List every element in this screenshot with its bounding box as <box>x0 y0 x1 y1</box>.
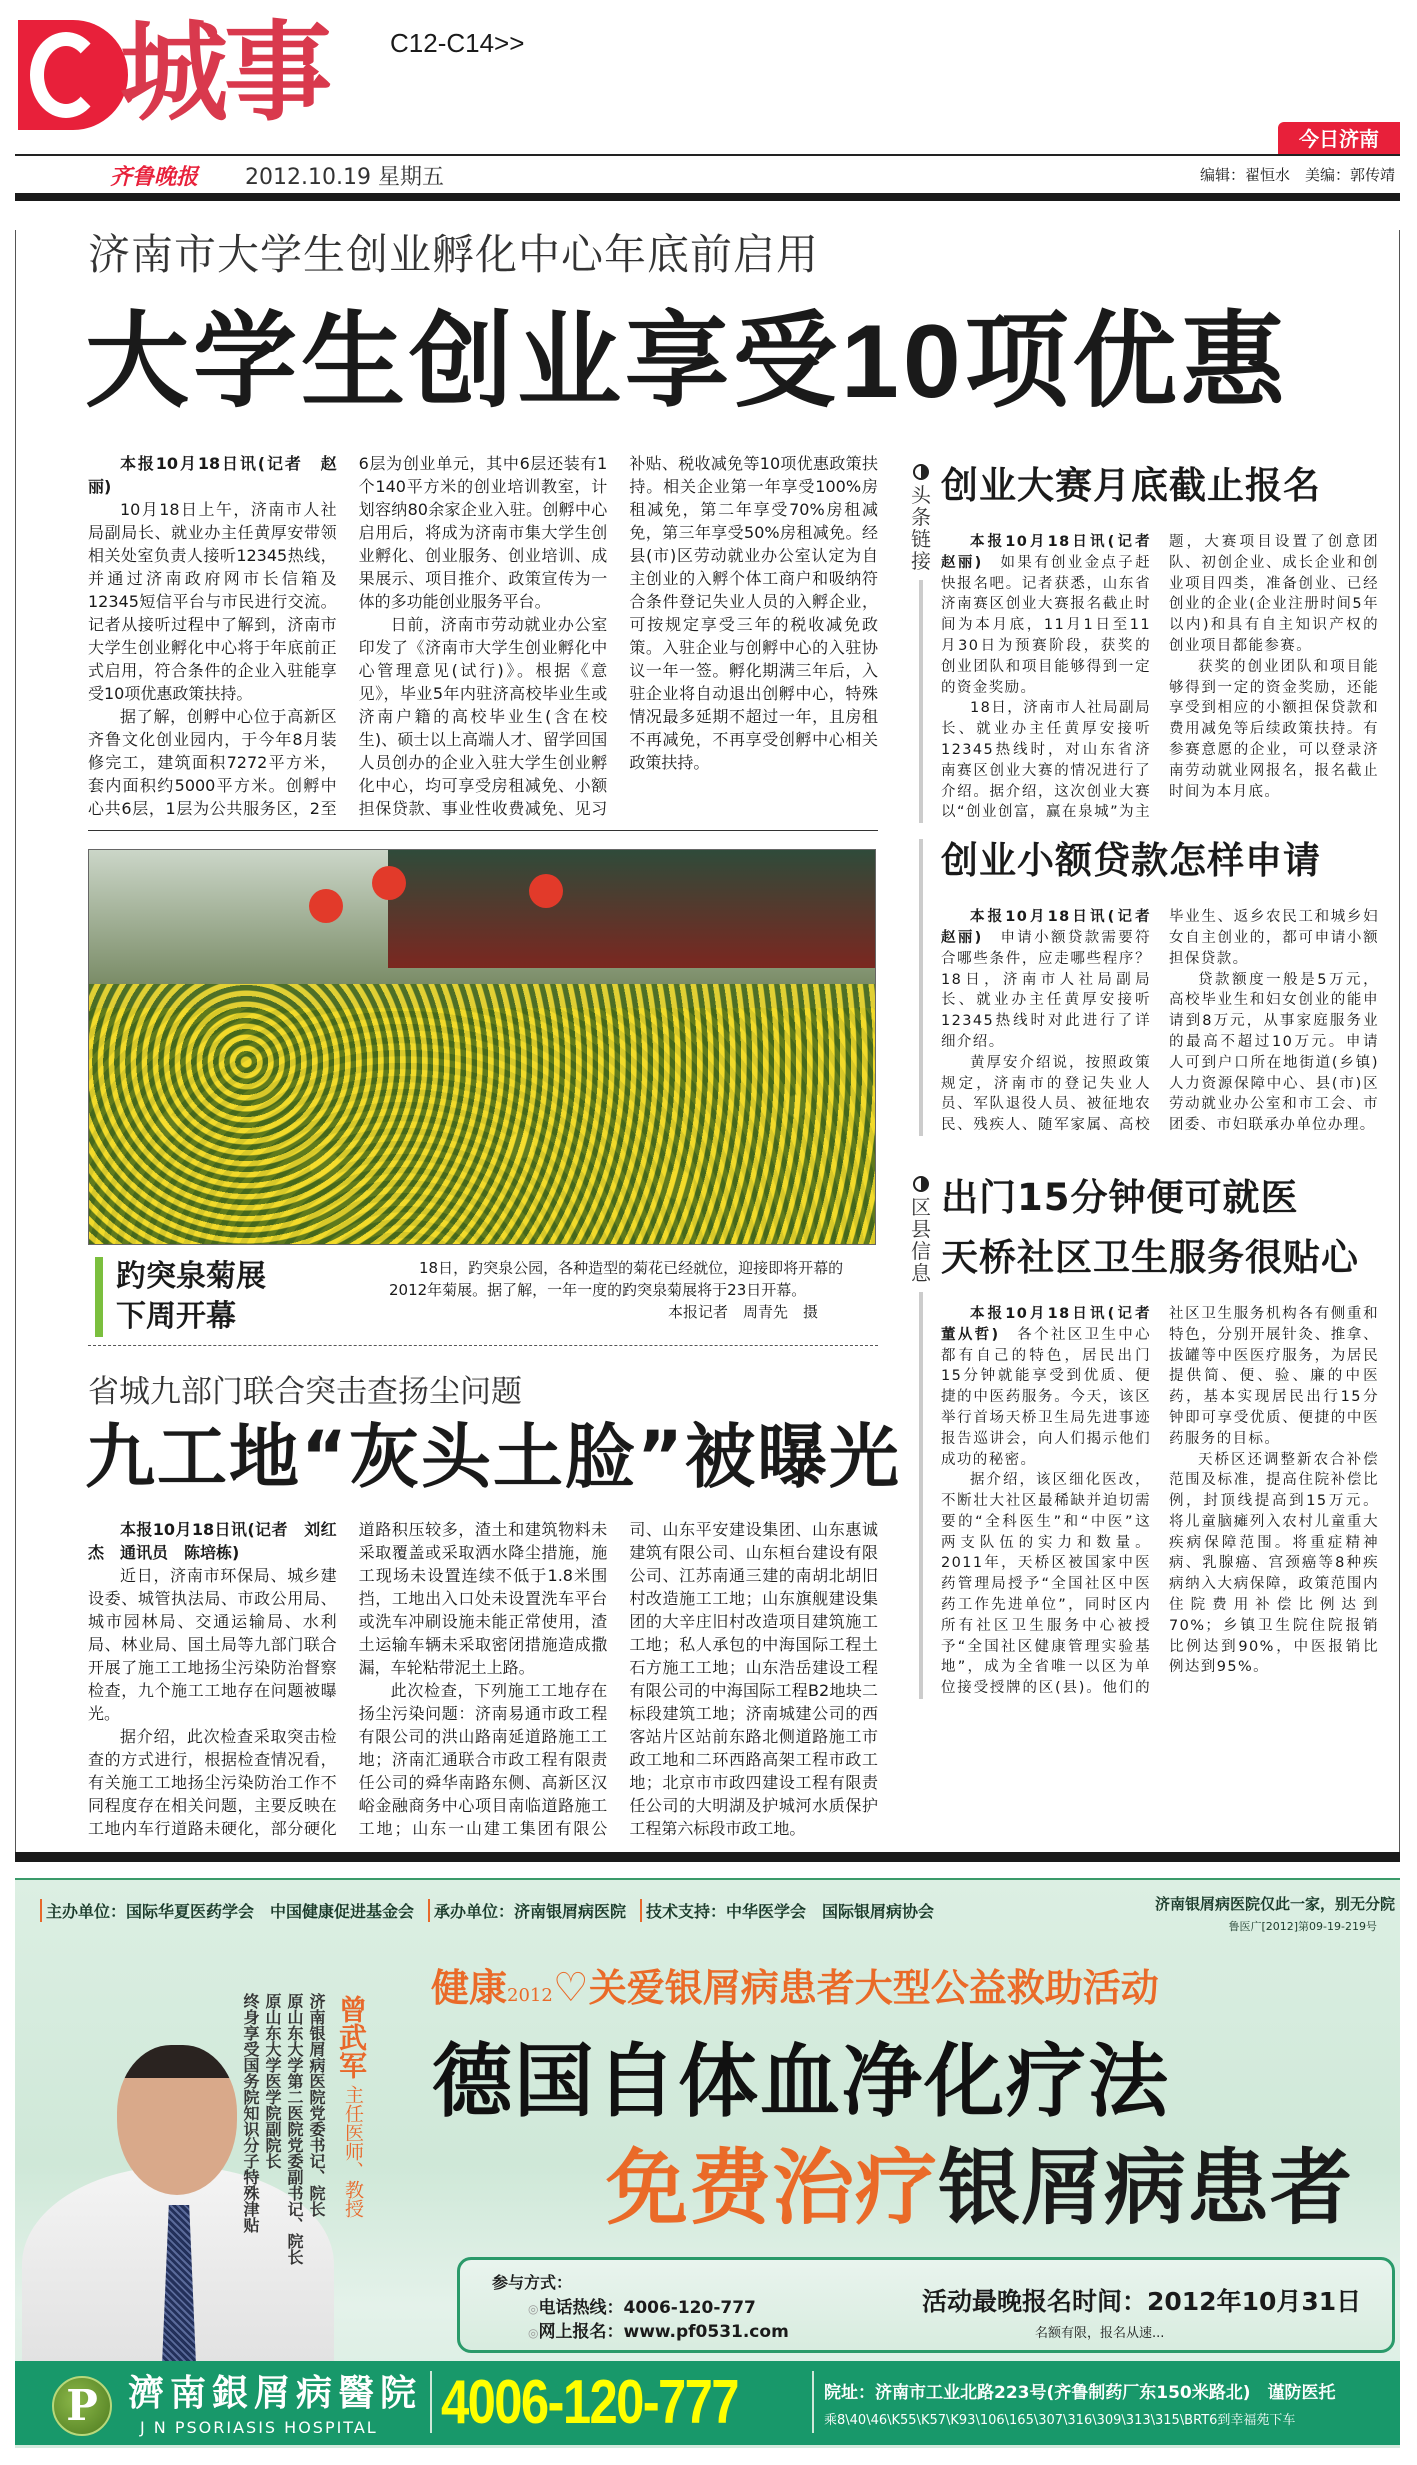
tech-support: 技术支持：中华医学会 国际银屑病协会 <box>640 1899 934 1922</box>
limited-notice: 名额有限，报名从速... <box>1035 2326 1165 2341</box>
hospital-name: 濟南銀屑病醫院 <box>128 2372 423 2414</box>
doctor-name: 曾武军 <box>335 1995 368 2079</box>
bullet-icon: ◎ <box>528 2302 539 2316</box>
signup-deadline: 活动最晚报名时间：2012年10月31日 <box>922 2287 1362 2316</box>
event-title <box>431 1957 1159 2012</box>
lead-kicker: 济南市大学生创业孵化中心年底前启用 <box>88 230 820 279</box>
byline: 本报10月18日讯(记者 董从哲) <box>941 1305 1167 1343</box>
half-circle-icon <box>913 1176 929 1192</box>
free-treatment-headline <box>606 2143 1353 2235</box>
bio-line: 终身享受国务院知识分子特殊津贴 <box>241 1993 260 2233</box>
section-label-headlines <box>909 464 933 572</box>
paragraph: 天桥区还调整新农合补偿范围及标准，提高住院补偿比例，封顶线提高到15万元。将儿童脑瘫列入农村儿童重大疾病保障范围。将重症精神病、乳腺癌、宫颈癌等8种疾病纳入大病保障，政策范围内住院费用补偿比例达到70%；乡镇卫生院住院报销比例达到90%，中医报销比例达到95%。 <box>1169 1451 1379 1676</box>
caption-accent-bar <box>95 1257 103 1337</box>
paragraph: 据了解，创孵中心位于高新区齐鲁文化创业园内，于今年8月装修完工，建筑面积7272平方米，套内面积约5000平方米。创孵中心共6层，1层为公共服务区，2至6层为创业单元，其中6层还装有1个140平方米的创业培训教室，计划容纳80余家企业入驻。创孵中心启用后，将成为济南市集大学生创业孵化、创业服务、创业培训、成果展示、项目推介、政策宣传为一体的多功能创业服务平台。 <box>88 454 608 818</box>
sidebar-label-column <box>901 464 941 823</box>
sidebar-rule <box>919 580 923 823</box>
photo-title <box>116 1257 266 1337</box>
paragraph: 据介绍，该区细化医改，不断壮大社区最稀缺并迫切需要的“全科医生”和“中医”这两支队伍的实力和数量。2011年，天桥区被国家中医药管理局授予“全国社区中医药工作先进单位”，同时区内所有社区卫生服务中心被授予“全国社区健康管理实验基地”，成为全省唯一以区为单位接受授牌的区(县)。他们的社区卫生服务机构各有侧重和特色，分别开展针灸、推拿、拔罐等中医医疗服务，为居民提供简、便、验、廉的中医药，基本实现居民出行15分钟即可享受优质、便捷的中医药服务的目标。 <box>941 1305 1379 1697</box>
photo-caption: 18日，趵突泉公园，各种造型的菊花已经就位，迎接即将开幕的2012年菊展。据了解，一年一度的趵突泉菊展将于23日开幕。 <box>389 1259 844 1299</box>
paragraph: 18日，济南市人社局副局长、就业办主任黄厚安接听12345热线时，对山东省济南赛区创业大赛的情况进行了介绍。据介绍，这次创业大赛以“创业创富，赢在泉城”为主题，大赛项目设置了创意团队、初创企业、成长企业和创业项目四类，准备创业、已经创业的企业(企业注册时间5年以内)和具有自主知识产权的创业项目都能参赛。 <box>941 534 1379 821</box>
paragraph: 近日，济南市环保局、城乡建设委、城管执法局、市政公用局、城市园林局、交通运输局、水利局、林业局、国土局等九部门联合开展了施工工地扬尘污染防治督察检查，九个施工工地存在问题被曝光。 <box>88 1566 337 1723</box>
photo-pavilion <box>388 850 875 968</box>
free-treatment: 免费治疗 <box>606 2141 939 2236</box>
paragraph: 如果有创业金点子赶快报名吧。记者获悉，山东省济南赛区创业大赛报名截止时间为本月底，11月1日至11月30日为预赛阶段，获奖的创业团队和项目能够得到一定的资金奖励。 <box>941 554 1151 696</box>
chrysanthemum-photo <box>88 849 876 1245</box>
sidebar-headline: 天桥社区卫生服务很贴心 <box>941 1235 1359 1279</box>
paragraph: 各个社区卫生中心都有自己的特色，居民出门15分钟就能享受到优质、便捷的中医药服务。今天，该区举行首场天桥卫生局先进事迹报告巡讲会，向人们揭示他们成功的秘密。 <box>941 1326 1152 1468</box>
section-label-district <box>909 1176 933 1284</box>
news-frame <box>15 230 1400 1852</box>
paragraph: 日前，济南市劳动就业办公室印发了《济南市大学生创业孵化中心管理意见(试行)》。根据《意见》，毕业5年内驻济高校毕业生或济南户籍的高校毕业生(含在校生)、硕士以上高端人才、留学回国人员创办的企业入驻大学生创业孵化中心，均可享受房租减免、小额担保贷款、事业性收费减免、见习补贴、税收减免等10项优惠政策扶持。相关企业第一年享受100%房租减免，第二年享受70%房租减免，第三年享受50%房租减免。经县(市)区劳动就业办公室认定为自主创业的入孵个体工商户和吸纳符合条件登记失业人员的入孵企业，可按规定享受三年的税收减免政策。入驻企业与创孵中心的入驻协议一年一签。孵化期满三年后，入驻企业将自动退出创孵中心，特殊情况最多延期不超过一年，且房租不再减免，不再享受创孵中心相关政策扶持。 <box>358 454 878 818</box>
hospital-logo-icon: P <box>52 2376 112 2436</box>
sidebar-label-column <box>901 1176 941 1699</box>
sidebar-story-content <box>941 464 1379 823</box>
sidebar-story <box>901 464 1379 823</box>
second-kicker: 省城九部门联合突击查扬尘问题 <box>88 1374 522 1410</box>
paragraph: 据介绍，此次检查采取突击检查的方式进行，根据检查情况看，有关施工工地扬尘污染防治工作不同程度存在相关问题，主要反映在工地内车行道路未硬化，部分硬化道路积压较多，渣土和建筑物料未采取覆盖或采取洒水降尘措施，施工现场未设置连续不低于1.8米围挡，工地出入口处未设置洗车平台或洗车冲刷设施未能正常使用，渣土运输车辆未采取密闭措施造成撒漏，车轮粘带泥土上路。 <box>88 1520 608 1838</box>
sidebar-article-body <box>941 1304 1379 1699</box>
lead-article-body <box>88 452 878 820</box>
advertisement-zone <box>0 1875 1417 2465</box>
sidebar-story-content <box>941 1176 1379 1699</box>
paragraph: 此次检查，下列施工工地存在扬尘污染问题：济南易通市政工程有限公司的洪山路南延道路施工工地；济南汇通联合市政工程有限责任公司的舜华南路东侧、高新区汉峪金融商务中心项目南临道路施工工地；山东一山建工集团有限公司、山东平安建设集团、山东惠诚建筑有限公司、山东桓台建设有限公司、江苏南通三建的南胡北胡旧村改造施工工地；山东旗舰建设集团的大辛庄旧村改造项目建筑施工工地；私人承包的中海国际工程土石方施工工地；山东浩岳建设工程有限公司的中海国际工程B2地块二标段建筑工地；济南城建公司的西客站片区站前东路北侧道路施工市政工地和二环西路高架工程市政工地；北京市市政四建设工程有限责任公司的大明湖及护城河水质保护工程第六标段市政工地。 <box>358 1520 878 1838</box>
hotline <box>528 2293 756 2318</box>
bio-line: 原山东大学第二医院党委副书记、院长 <box>285 1993 304 2265</box>
only-branch-notice: 济南银屑病医院仅此一家，别无分院 <box>1154 1895 1395 1913</box>
byline: 本报10月18日讯(记者 赵丽) <box>941 909 1167 946</box>
online-signup-text: 网上报名：www.pf0531.com <box>538 2322 789 2342</box>
section-label-text: 头条链接 <box>911 483 931 573</box>
sponsor: 主办单位：国际华夏医药学会 中国健康促进基金会 <box>40 1899 414 1922</box>
lantern <box>529 874 563 908</box>
byline: 本报10月18日讯(记者 赵丽) <box>941 534 1167 571</box>
divider <box>88 830 878 831</box>
paragraph: 申请小额贷款需要符合哪些条件，应走哪些程序？18日，济南市人社局副局长、就业办主任黄厚安接听12345热线时对此进行了详细介绍。 <box>941 929 1151 1050</box>
bio-line: 原山东大学医学院副院长 <box>263 1993 282 2169</box>
section-tab: 今日济南 <box>1278 122 1400 156</box>
doctor-face <box>117 2045 237 2195</box>
half-circle-icon <box>913 464 929 480</box>
doctor-bio <box>240 1993 326 2333</box>
divider <box>15 193 1400 201</box>
section-logo-c <box>18 20 128 130</box>
sidebar-story-content <box>941 839 1379 1136</box>
sidebar-rule <box>919 1292 923 1699</box>
bio-line: 济南银屑病医院党委书记、院长 <box>307 1993 326 2217</box>
photo-title-block <box>95 1257 369 1337</box>
issue-date: 2012.10.19 星期五 <box>245 165 444 190</box>
hospital-address: 院址：济南市工业北路223号(齐鲁制药厂东150米路北) 谨防医托 <box>824 2383 1336 2403</box>
c-letter-icon <box>30 32 102 118</box>
newspaper-name: 齐鲁晚报 <box>110 164 199 190</box>
byline: 本报10月18日讯(记者 赵丽) <box>88 454 337 496</box>
page-range: C12-C14>> <box>390 28 525 58</box>
main-column <box>85 452 902 1840</box>
sidebar-headline: 创业小额贷款怎样申请 <box>941 839 1321 883</box>
photo-title-line: 趵突泉菊展 <box>116 1259 266 1294</box>
therapy-headline: 德国自体血净化疗法 <box>432 2035 1170 2128</box>
event-name: 关爱银屑病患者大型公益救助活动 <box>588 1966 1159 2010</box>
paragraph: 获奖的创业团队和项目能够得到一定的资金奖励，还能享受到相应的小额担保贷款和费用减免等后续政策扶持。有参赛意愿的企业，可以登录济南劳动就业网报名，报名截止时间为本月底。 <box>1169 658 1379 800</box>
paragraph: 10月18日上午，济南市人社局副局长、就业办主任黄厚安带领相关处室负责人接听12345热线，并通过济南政府网市长信箱及12345短信平台与市民进行交流。记者从接听过程中了解到，济南市大学生创业孵化中心将于年底前正式启用，符合条件的企业入驻能享受10项优惠政策扶持。 <box>88 500 337 703</box>
divider <box>15 1852 1400 1862</box>
photo-title-line: 下周开幕 <box>116 1299 236 1334</box>
paragraph: 黄厚安介绍说，按照政策规定，济南市的登记失业人员、军队退役人员、被征地农民、残疾人、随军家属、高校毕业生、返乡农民工和城乡妇女自主创业的，都可申请小额担保贷款。 <box>941 909 1379 1134</box>
organizer: 承办单位：济南银屑病医院 <box>428 1899 626 1922</box>
hospital-name-en: J N PSORIASIS HOSPITAL <box>140 2418 378 2437</box>
patients: 银屑病患者 <box>938 2141 1354 2236</box>
sidebar-story <box>901 839 1379 1136</box>
divider <box>88 1345 878 1346</box>
sidebar-headline: 创业大赛月底截止报名 <box>941 464 1321 507</box>
sidebar-headline: 出门15分钟便可就医 <box>941 1175 1299 1219</box>
lead-headline: 大学生创业享受10项优惠 <box>85 304 1289 420</box>
sidebar-story <box>901 1176 1379 1699</box>
editors: 编辑：翟恒水 美编：郭传靖 <box>1199 166 1395 184</box>
masthead <box>0 0 1417 200</box>
sponsor-line <box>40 1899 934 1922</box>
bullet-icon: ◎ <box>528 2326 539 2340</box>
section-label-text: 区县信息 <box>911 1194 931 1285</box>
divider <box>812 2371 814 2433</box>
news-columns <box>16 452 1399 1840</box>
ad-license: 鲁医广[2012]第09-19-219号 <box>1228 1920 1377 1933</box>
second-headline: 九工地“灰头土脸”被曝光 <box>85 1416 902 1498</box>
photo-caption-block <box>389 1257 878 1337</box>
doctor-title: 主任医师、教授 <box>342 2085 364 2218</box>
divider <box>15 154 1400 156</box>
sidebar-label-column <box>901 839 941 1136</box>
bus-routes: 乘8\40\46\K55\K57\K93\106\165\307\316\309\313\315\BRT6到幸福苑下车 <box>824 2413 1296 2428</box>
paragraph: 贷款额度一般是5万元，高校毕业生和妇女创业的能申请到8万元，从事家庭服务业的最高不超过10万元。申请人可到户口所在地街道(乡镇)人力资源保障中心、县(市)区劳动就业办公室和市工会、市团委、市妇联承办单位办理。 <box>1169 971 1379 1134</box>
byline: 本报10月18日讯(记者 刘红杰 通讯员 陈培栋) <box>88 1520 337 1562</box>
sidebar <box>901 452 1379 1840</box>
participation-label: 参与方式： <box>492 2273 573 2292</box>
hotline-text: 电话热线：4006-120-777 <box>538 2298 756 2318</box>
divider <box>430 2371 432 2433</box>
sidebar-rule <box>919 839 923 1136</box>
section-title: 城事 <box>120 11 329 136</box>
flower-bed <box>89 984 875 1244</box>
photo-caption-row <box>88 1257 878 1337</box>
online-signup <box>528 2317 789 2342</box>
event-prefix: 健康 <box>431 1966 508 2010</box>
photo-credit: 本报记者 周青先 摄 <box>667 1303 818 1321</box>
sidebar-article-body <box>941 532 1379 823</box>
sidebar-article-body <box>941 907 1379 1136</box>
heart-icon: ♡ <box>552 1965 589 2011</box>
lantern <box>372 866 406 900</box>
hotline-number: 4006-120-777 <box>441 2368 738 2437</box>
second-article-body <box>88 1518 878 1840</box>
event-year: 2012 <box>507 1985 553 2006</box>
